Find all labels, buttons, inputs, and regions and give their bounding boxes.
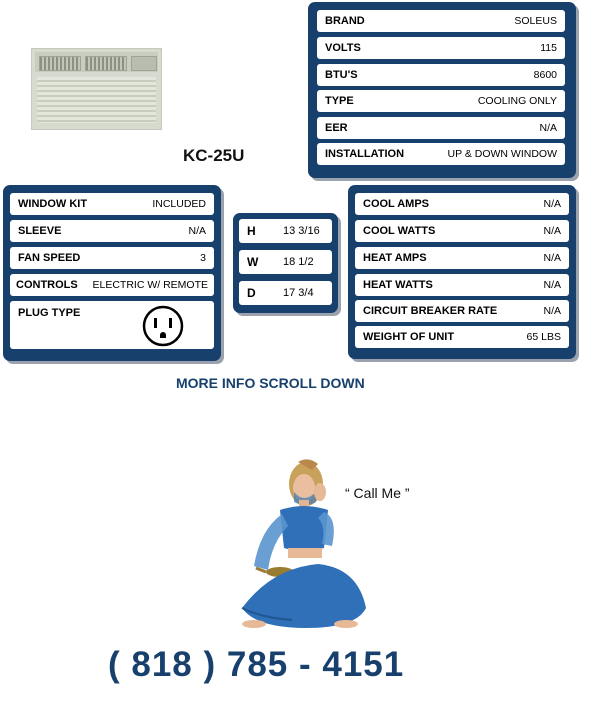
spec-value: ELECTRIC W/ REMOTE — [92, 279, 208, 291]
spec-label: HEAT AMPS — [363, 252, 427, 264]
spec-label: SLEEVE — [18, 225, 62, 237]
spec-row-installation — [317, 143, 565, 165]
spec-row-heat-watts — [355, 274, 569, 296]
dimension-value: 18 1/2 — [283, 256, 314, 268]
spec-label: PLUG TYPE — [18, 307, 81, 319]
spec-value: 8600 — [533, 69, 557, 81]
dimension-label: W — [247, 255, 259, 269]
spec-label: HEAT WATTS — [363, 279, 433, 291]
spec-value: N/A — [188, 225, 206, 237]
spec-row-cool-watts — [355, 220, 569, 242]
dimension-value: 17 3/4 — [283, 287, 314, 299]
spec-label: INSTALLATION — [325, 148, 405, 160]
spec-value: N/A — [543, 252, 561, 264]
spec-label: CIRCUIT BREAKER RATE — [363, 305, 498, 317]
spec-row-sleeve — [10, 220, 214, 242]
call-me-text: “ Call Me ” — [345, 485, 410, 501]
spec-value: 3 — [200, 252, 206, 264]
spec-value: N/A — [543, 305, 561, 317]
spec-value: N/A — [543, 198, 561, 210]
spec-value: N/A — [543, 225, 561, 237]
spec-label: TYPE — [325, 95, 354, 107]
spec-row-brand — [317, 10, 565, 32]
dimension-label: H — [247, 224, 256, 238]
spec-label: COOL WATTS — [363, 225, 436, 237]
spec-label: COOL AMPS — [363, 198, 430, 210]
dimension-row-depth — [239, 281, 332, 305]
dimension-row-width — [239, 250, 332, 274]
spec-row-cool-amps — [355, 193, 569, 215]
spec-panel-general — [308, 2, 576, 178]
spec-value: INCLUDED — [152, 198, 206, 210]
spec-label: WINDOW KIT — [18, 198, 88, 210]
spec-value: N/A — [543, 279, 561, 291]
dimension-label: D — [247, 286, 256, 300]
spec-row-fan-speed — [10, 247, 214, 269]
spec-value: SOLEUS — [514, 15, 557, 27]
spec-row-btus — [317, 64, 565, 86]
dimension-value: 13 3/16 — [283, 225, 320, 237]
more-info-link[interactable]: MORE INFO SCROLL DOWN — [176, 375, 365, 391]
spec-label: BTU'S — [325, 69, 358, 81]
dimension-row-height — [239, 219, 332, 243]
phone-number[interactable]: ( 818 ) 785 - 4151 — [108, 645, 405, 684]
spec-row-controls — [10, 274, 214, 296]
spec-row-volts — [317, 37, 565, 59]
spec-value: 115 — [540, 42, 557, 54]
spec-row-heat-amps — [355, 247, 569, 269]
spec-row-circuit-breaker — [355, 300, 569, 322]
spec-value: N/A — [539, 122, 557, 134]
spec-row-weight — [355, 326, 569, 348]
spec-label: FAN SPEED — [18, 252, 81, 264]
spec-row-window-kit — [10, 193, 214, 215]
spec-value: UP & DOWN WINDOW — [447, 148, 557, 160]
spec-panel-features — [3, 185, 221, 361]
spec-row-plug-type — [10, 301, 214, 349]
spec-label: EER — [325, 122, 348, 134]
spec-row-eer — [317, 117, 565, 139]
spec-label: VOLTS — [325, 42, 361, 54]
spec-label: CONTROLS — [16, 279, 78, 291]
spec-value: COOLING ONLY — [477, 95, 557, 107]
spec-row-type — [317, 90, 565, 112]
air-conditioner-image — [31, 48, 162, 130]
spec-value: 65 LBS — [526, 331, 561, 343]
spec-label: WEIGHT OF UNIT — [363, 331, 455, 343]
outlet-plug-icon — [142, 305, 184, 350]
model-number: KC-25U — [183, 146, 245, 165]
spec-label: BRAND — [325, 15, 365, 27]
dimensions-panel — [233, 213, 338, 313]
spec-panel-electrical — [348, 185, 576, 359]
